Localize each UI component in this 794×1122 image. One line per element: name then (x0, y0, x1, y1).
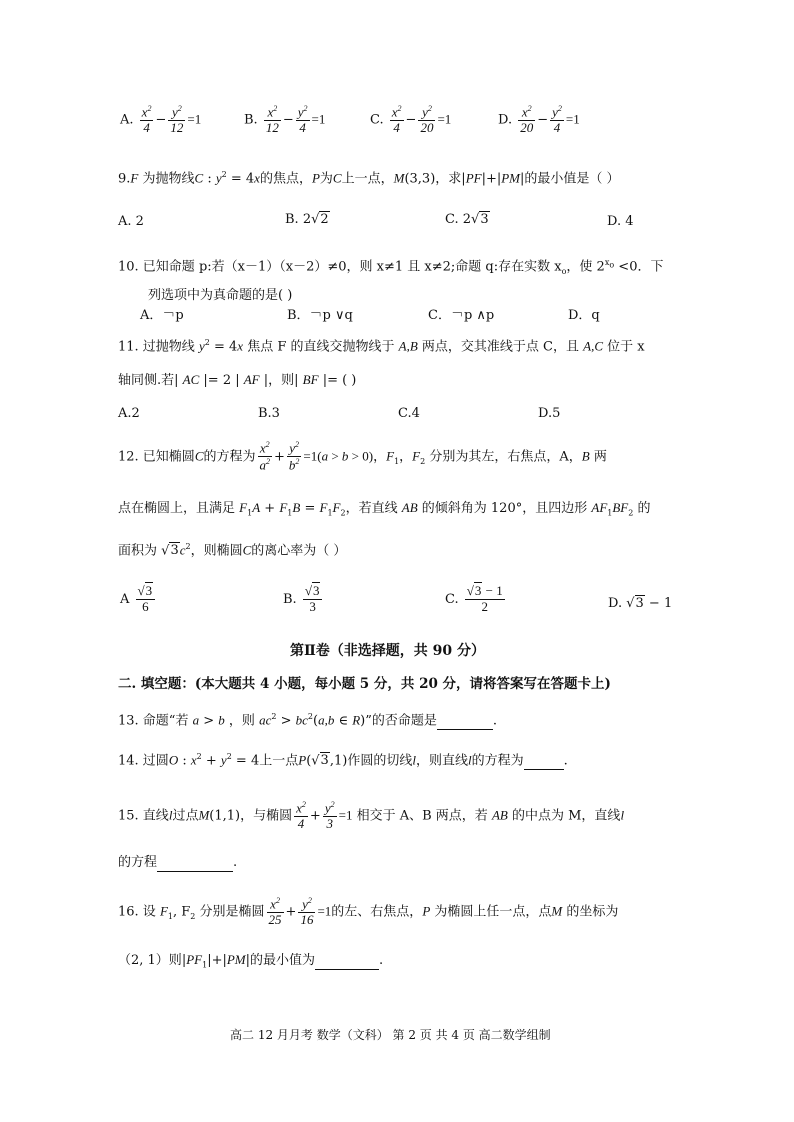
text: 的倾斜角为 120°，且四边形 (421, 501, 588, 516)
option-letter: C. (445, 212, 459, 227)
text: （2, 1）则 (118, 953, 182, 968)
fraction: $\frac{x^2}{a^2}$ (259, 440, 270, 473)
fraction: $\frac{y^2}{4}$ (297, 104, 308, 136)
fraction: $\frac{√3}{3}$ (303, 584, 323, 615)
text: 的坐标为 (566, 904, 619, 920)
fraction: $\frac{√3 - 1}{2}$ (466, 583, 503, 614)
denominator: 4 (299, 120, 306, 136)
denominator: 20 (420, 120, 434, 136)
text: 两点，交其准线于点 C，且 (421, 339, 579, 355)
text: 为椭圆上任一点，点 (434, 904, 552, 920)
option-letter: B. (244, 112, 258, 128)
q11-option-c: C.4 (398, 406, 420, 421)
fraction: $\frac{y^2}{b^2}$ (288, 440, 300, 473)
text: 两 (593, 449, 607, 465)
option-letter: A (120, 591, 130, 607)
fraction: $\frac{x^2}{25}$ (268, 896, 282, 928)
text: 12. 已知椭圆 (118, 449, 195, 465)
text: . (492, 713, 498, 729)
denominator: 12 (265, 120, 279, 136)
fraction: $\frac{y^2}{3}$ (324, 800, 335, 832)
option-letter: A. (120, 112, 134, 128)
q11-option-b: B.3 (258, 406, 280, 421)
fraction: $\frac{x^2}{12}$ (265, 104, 279, 136)
fill-in-header: 二. 填空题：(本大题共 4 小题，每小题 5 分，共 20 分，请将答案写在答题卡上) (118, 676, 611, 692)
denominator: 4 (143, 120, 150, 136)
text: ，则直线 (415, 753, 468, 769)
fraction: $\frac{x^2}{4}$ (141, 104, 152, 136)
answer-blank[interactable] (437, 713, 493, 730)
q10-option-a: A．￢p (140, 308, 184, 323)
text: <0．下 (618, 259, 664, 275)
denominator: 20 (520, 120, 534, 136)
question-14: 14. 过圆O : $x^2 + y^2 = 4$上一点P(√3,1)作圆的切线l，则直线l的方程为 . (118, 752, 568, 769)
text: ，则椭圆 (190, 543, 243, 559)
question-9: 9.F 为抛物线C : $y^2 = 4x$的焦点，P为C上一点，M(3,3)，求|PF|+|PM|的最小值是（ ） (118, 170, 620, 187)
text: 11. 过抛物线 (118, 339, 195, 355)
option-letter: B. (283, 591, 297, 607)
text: 的方程为 (203, 449, 256, 465)
q8-option-c: C. $\frac{x^2}{4}$ − $\frac{y^2}{20}$ =1 (370, 104, 452, 136)
q9-option-c: C. 2√3 (445, 212, 489, 227)
q9-option-a: A. 2 (118, 214, 144, 229)
option-letter: C. (445, 591, 459, 607)
text: 作圆的切线 (347, 753, 413, 769)
q8-option-d: D. $\frac{x^2}{20}$ − $\frac{y^2}{4}$ =1 (498, 104, 580, 136)
question-11-line2: 轴同侧.若| AC |= 2 | AF |，则| BF |= ( ) (118, 372, 357, 388)
q11-option-a: A.2 (118, 406, 140, 421)
q12-option-a (120, 584, 157, 615)
fraction: $\frac{x^2}{4}$ (296, 800, 306, 832)
question-15-line2 (118, 855, 237, 872)
text: 16. 设 (118, 904, 156, 920)
q8-option-a: A. $\frac{x^2}{4}$ − $\frac{y^2}{12}$ =1 (120, 104, 202, 136)
q12-option-b (283, 584, 324, 615)
text: 的方程为 (471, 753, 524, 769)
text: 上一点， (341, 171, 394, 187)
text: ”的否命题是 (365, 713, 437, 729)
text: 13. 命题“若 (118, 713, 189, 729)
fraction: $\frac{y^2}{20}$ (420, 104, 434, 136)
text: 分别为其左，右焦点，A， (429, 449, 582, 465)
option-letter: B. (285, 212, 299, 227)
answer-blank[interactable] (315, 953, 379, 970)
fraction: $\frac{x^2}{4}$ (391, 104, 402, 136)
fraction: $\frac{√3}{6}$ (136, 584, 156, 615)
option-letter: C. (370, 112, 384, 128)
q9-option-d: D. 4 (607, 214, 634, 229)
q12-option-c (445, 584, 507, 615)
denominator: 4 (553, 120, 561, 136)
text: ，则 (228, 713, 255, 729)
text: 的最小值是（ ） (524, 171, 620, 187)
text: 上一点 (259, 753, 299, 769)
text: 面积为 (118, 543, 158, 559)
q11-option-d: D.5 (538, 406, 561, 421)
fraction: $\frac{y^2}{12}$ (170, 104, 184, 136)
question-16-line1: 16. 设 $F_1$, $F_2$ 分别是椭圆 $\frac{x^2}{25}$ + $\frac{y^2}{16}$ =1的左、右焦点，P 为椭圆上任一点，点M 的坐标为 (118, 896, 619, 928)
question-11-line1: 11. 过抛物线 $y^2 = 4x$ 焦点 F 的直线交抛物线于 A,B 两点，交其准线于点 C，且 A,C 位于 x (118, 338, 645, 355)
text: ，与椭圆 (240, 808, 293, 824)
question-10-line2: 列选项中为真命题的是( ) (148, 288, 293, 303)
text: 为 (319, 171, 333, 187)
fraction: $\frac{x^2}{20}$ (520, 104, 534, 136)
question-13: 13. 命题“若 a > b ，则 $ac^2 > bc^2(a,b$ ∈ R)”的否命题是 . (118, 712, 498, 729)
denominator: 4 (393, 120, 400, 136)
text: 的焦点， (259, 171, 312, 187)
fraction: $\frac{y^2}{4}$ (552, 104, 562, 136)
question-16-line2: （2, 1）则$|PF_1|+|PM|$的最小值为 . (118, 952, 384, 970)
text: 分别是椭圆 (199, 904, 265, 920)
text: 的方程 (118, 855, 158, 870)
text: 为抛物线 (142, 171, 195, 187)
section-2-title: 第Ⅱ卷（非选择题，共 90 分） (290, 643, 486, 659)
question-number: 9. (118, 171, 131, 187)
text: 的左、右焦点， (331, 904, 423, 920)
option-letter: D. (608, 596, 623, 611)
text: 的离心率为（ ） (251, 543, 347, 559)
text: 的最小值为 (250, 953, 316, 968)
q10-option-d: D．q (568, 308, 600, 323)
question-15-line1: 15. 直线l过点M(1,1)，与椭圆 $\frac{x^2}{4}$ + $\frac{y^2}{3}$ =1 相交于 A、B 两点，若 AB 的中点为 M，直线l (118, 800, 625, 832)
fraction: $\frac{y^2}{16}$ (300, 896, 314, 928)
text: . (563, 753, 568, 769)
denominator: 12 (170, 120, 184, 136)
option-letter: D. (498, 112, 513, 128)
text: ，使 2 (566, 259, 605, 275)
q12-option-d: D. √3 − 1 (608, 596, 673, 611)
text: 10. 已知命题 p:若（x－1）（x－2）≠0，则 x≠1 且 x≠2;命题 q:存在实数 x (118, 259, 562, 275)
text: 过点 (172, 808, 199, 824)
text: 焦点 F 的直线交抛物线于 (247, 339, 395, 355)
text: . (233, 855, 238, 870)
text: 的中点为 M，直线 (511, 808, 621, 824)
question-12-line1: 12. 已知椭圆C的方程为 $\frac{x^2}{a^2}$ + $\frac{y^2}{b^2}$ =1(a > b > 0)，$F_1$，$F_2$ 分别为其左，右焦点，A，B 两 (118, 440, 607, 473)
q10-option-b: B．￢p ∨q (287, 308, 353, 323)
question-12-line2: 点在椭圆上，且满足 $F_1A + F_1B = F_1F_2$，若直线 AB 的倾斜角为 120°，且四边形 $AF_1BF_2$ 的 (118, 500, 651, 518)
text: 14. 过圆 (118, 753, 169, 769)
text: . (379, 953, 384, 968)
q8-option-b: B. $\frac{x^2}{12}$ − $\frac{y^2}{4}$ =1 (244, 104, 326, 136)
text: ，若直线 (345, 501, 398, 516)
text: 相交于 A、B 两点，若 (356, 808, 488, 824)
text: 轴同侧.若 (118, 373, 175, 388)
page-footer: 高二 12 月月考 数学（文科） 第 2 页 共 4 页 高二数学组制 (230, 1028, 551, 1042)
text: 15. 直线 (118, 808, 169, 824)
q10-option-c: C．￢p ∧p (428, 308, 495, 323)
text: ，求 (435, 171, 462, 187)
answer-blank[interactable] (524, 753, 564, 770)
question-12-line3: 面积为 $√3c^2$，则椭圆C的离心率为（ ） (118, 542, 347, 559)
text: 的 (637, 501, 651, 516)
q9-option-b: B. 2√2 (285, 212, 329, 227)
answer-blank[interactable] (157, 855, 233, 872)
question-10-line1: 10. 已知命题 p:若（x－1）（x－2）≠0，则 x≠1 且 x≠2;命题 q:存在实数 $x_o$，使 $2^{x_o} <0$．下 (118, 258, 664, 276)
text: ，则 (268, 373, 295, 388)
text: 点在椭圆上，且满足 (118, 501, 236, 516)
text: 位于 x (607, 339, 645, 355)
